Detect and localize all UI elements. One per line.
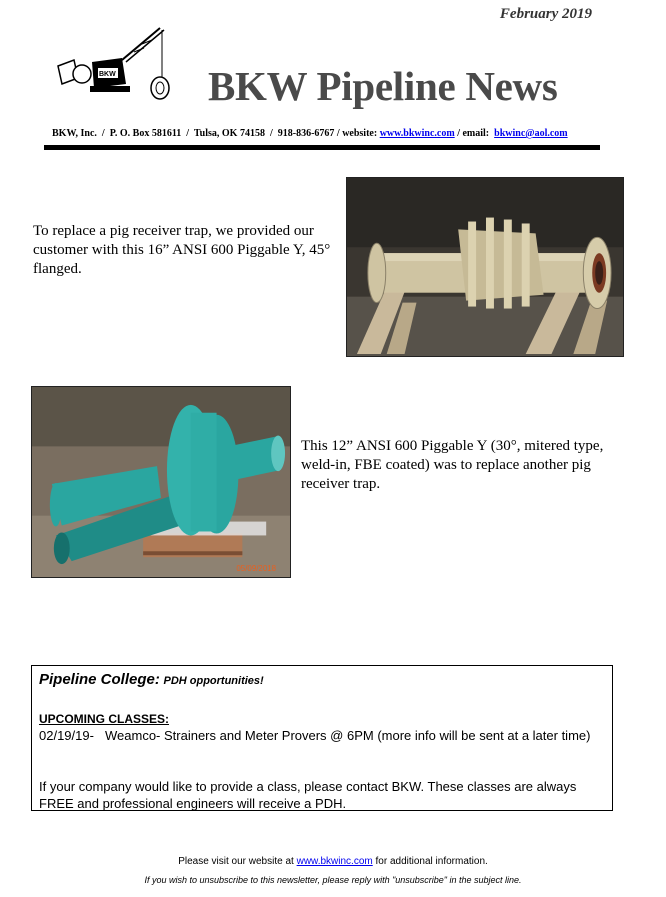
class-entry	[39, 728, 590, 743]
footer-website-link[interactable]: www.bkwinc.com	[296, 856, 373, 867]
upcoming-classes-heading: UPCOMING CLASSES:	[39, 712, 170, 726]
college-subtitle: PDH opportunities!	[163, 675, 264, 687]
class-date: 02/19/19-	[39, 728, 94, 743]
footer-website-line	[0, 856, 666, 867]
piggable-y-16in-photo	[346, 177, 624, 357]
email-link[interactable]: bkwinc@aol.com	[494, 128, 568, 139]
class-description: Weamco- Strainers and Meter Provers @ 6PM (more info will be sent at a later time)	[105, 728, 591, 743]
pipeline-college-box	[31, 665, 613, 811]
college-header	[39, 671, 264, 688]
phone-number: 918-836-6767	[277, 128, 335, 139]
website-label: website:	[342, 128, 378, 139]
footer-visit-prefix: Please visit our website at	[178, 856, 294, 867]
city-state: Tulsa, OK 74158	[193, 128, 265, 139]
photo-date-stamp: 05/09/2018	[236, 564, 277, 574]
footer-unsubscribe-note: If you wish to unsubscribe to this newsletter, please reply with "unsubscribe" in the subject line.	[144, 875, 522, 885]
article-1-text: To replace a pig receiver trap, we provided our customer with this 16” ANSI 600 Piggable Y, 45° flanged.	[33, 223, 331, 277]
piggable-y-12in-photo	[31, 386, 291, 578]
po-box: P. O. Box 581611	[109, 128, 182, 139]
college-title: Pipeline College:	[39, 671, 160, 688]
newsletter-title: BKW Pipeline News	[208, 63, 558, 109]
article-2-text: This 12” ANSI 600 Piggable Y (30°, mitered type, weld-in, FBE coated) was to replace another pig receiver trap.	[301, 438, 604, 492]
company-name: BKW, Inc.	[52, 128, 97, 139]
email-label: email:	[462, 128, 490, 139]
website-link[interactable]: www.bkwinc.com	[379, 128, 455, 139]
footer-visit-suffix: for additional information.	[375, 856, 488, 867]
svg-text:BKW: BKW	[99, 71, 116, 78]
header-divider	[44, 145, 600, 150]
contact-info-line: BKW, Inc. / P. O. Box 581611 / Tulsa, OK 74158 / 918-836-6767 / website: www.bkwinc.com / email: bkwinc@aol.com	[52, 128, 568, 139]
company-logo	[52, 22, 172, 104]
issue-date: February 2019	[499, 6, 592, 22]
college-note: If your company would like to provide a class, please contact BKW. These classes are always FREE and professional engineers will receive a PDH.	[39, 779, 577, 811]
